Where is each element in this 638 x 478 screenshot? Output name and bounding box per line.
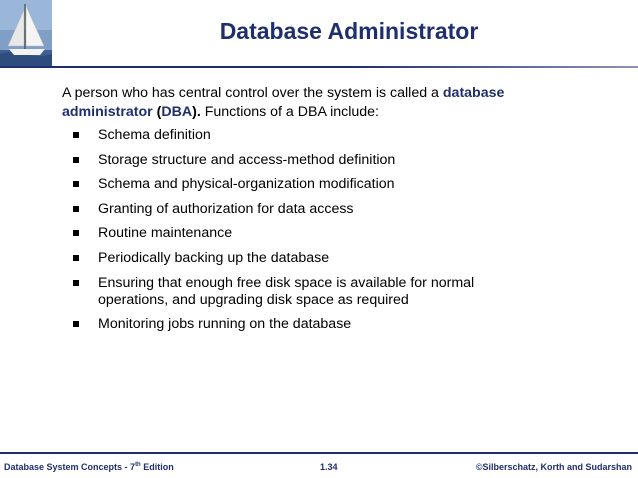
footer-book-title-sup: th bbox=[135, 462, 141, 468]
list-item bbox=[62, 225, 542, 242]
footer-copyright: ©Silberschatz, Korth and Sudarshan bbox=[475, 462, 632, 472]
list-item-text: Monitoring jobs running on the database bbox=[98, 316, 352, 333]
list-item bbox=[62, 275, 542, 309]
square-bullet-icon bbox=[73, 157, 79, 163]
intro-text-before: A person who has central control over the system is called a bbox=[62, 85, 443, 101]
list-item-text: Storage structure and access-method definition bbox=[98, 151, 396, 168]
square-bullet-icon bbox=[73, 255, 79, 261]
list-item bbox=[62, 250, 542, 267]
slide-number: 1.34 bbox=[320, 462, 338, 472]
square-bullet-icon bbox=[73, 132, 79, 138]
list-item-text: Routine maintenance bbox=[98, 225, 233, 242]
list-item bbox=[62, 316, 542, 333]
intro-paren-close: ). bbox=[192, 104, 201, 120]
square-bullet-icon bbox=[73, 206, 79, 212]
list-item bbox=[62, 176, 542, 193]
dba-functions-list bbox=[62, 127, 542, 341]
footer-book-title bbox=[4, 462, 174, 472]
square-bullet-icon bbox=[73, 321, 79, 327]
footer-book-title-suffix: Edition bbox=[140, 462, 174, 472]
list-item bbox=[62, 201, 542, 218]
square-bullet-icon bbox=[73, 280, 79, 286]
footer-divider bbox=[0, 452, 638, 454]
list-item-text: Granting of authorization for data access bbox=[98, 200, 354, 217]
list-item-text: Schema definition bbox=[98, 127, 211, 143]
intro-term-administrator: administrator bbox=[62, 104, 153, 120]
slide-title: Database Administrator bbox=[219, 18, 479, 44]
intro-paren-open: ( bbox=[152, 104, 162, 120]
list-item-text: Ensuring that enough free disk space is available for normal operations, and upgrading disk space as required bbox=[98, 274, 475, 308]
list-item-text: Schema and physical-organization modification bbox=[98, 176, 395, 193]
intro-paragraph bbox=[62, 84, 562, 122]
square-bullet-icon bbox=[73, 181, 79, 187]
intro-term-database: database bbox=[442, 85, 505, 101]
intro-abbrev: DBA bbox=[161, 104, 193, 120]
square-bullet-icon bbox=[73, 230, 79, 236]
list-item-text: Periodically backing up the database bbox=[98, 249, 330, 266]
list-item bbox=[62, 127, 542, 144]
intro-text-after: Functions of a DBA include: bbox=[200, 104, 379, 120]
list-item bbox=[62, 152, 542, 169]
footer-book-title-prefix: Database System Concepts - 7 bbox=[4, 462, 136, 472]
title-divider bbox=[0, 66, 638, 68]
